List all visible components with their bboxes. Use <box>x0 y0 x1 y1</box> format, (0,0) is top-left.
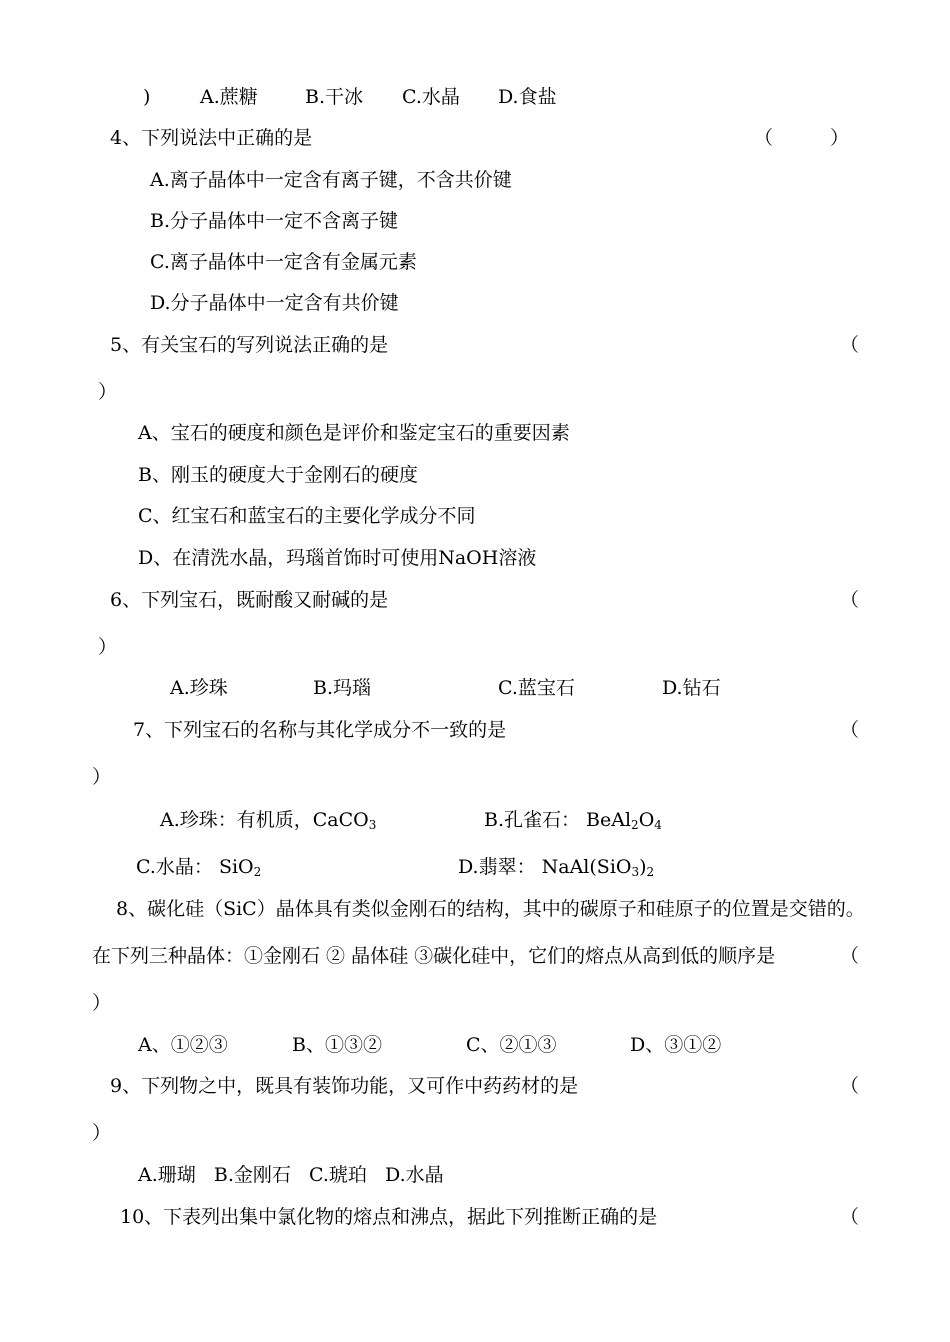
q7-paren-open: （ <box>840 719 860 741</box>
q6-option-b: B.玛瑙 <box>313 677 372 699</box>
q4-option-d: D.分子晶体中一定含有共价键 <box>150 292 399 314</box>
q8-stem-line1: 8、碳化硅（SiC）晶体具有类似金刚石的结构，其中的碳原子和硅原子的位置是交错的。 <box>116 898 865 920</box>
q9-stem: 9、下列物之中，既具有装饰功能，又可作中药药材的是 <box>110 1075 579 1097</box>
q5-option-a: A、宝石的硬度和颜色是评价和鉴定宝石的重要因素 <box>138 422 570 444</box>
q8-stem-line2: 在下列三种晶体：①金刚石 ② 晶体硅 ③碳化硅中，它们的熔点从高到低的顺序是 <box>92 945 776 967</box>
q6-option-a: A.珍珠 <box>170 677 228 699</box>
q3-option-d: D.食盐 <box>498 86 557 108</box>
q3-option-c: C.水晶 <box>402 86 460 108</box>
q7-paren-close: ） <box>92 766 112 788</box>
q6-stem: 6、下列宝石，既耐酸又耐碱的是 <box>110 589 389 611</box>
q8-option-c: C、②①③ <box>466 1034 557 1056</box>
q7-option-d: D.翡翠： $NaAl(SiO_3)_2$ <box>458 856 655 879</box>
q10-stem: 10、下表列出集中氯化物的熔点和沸点，据此下列推断正确的是 <box>120 1206 658 1228</box>
q4-option-a: A.离子晶体中一定含有离子键，不含共价键 <box>150 169 512 191</box>
q8-option-d: D、③①② <box>630 1034 722 1056</box>
q10-paren-open: （ <box>840 1206 860 1228</box>
q5-option-b: B、刚玉的硬度大于金刚石的硬度 <box>138 464 418 486</box>
q9-paren-close: ） <box>92 1122 112 1144</box>
q7-option-c: C.水晶： SiO$_2$ <box>136 856 262 879</box>
q7-stem: 7、下列宝石的名称与其化学成分不一致的是 <box>133 719 507 741</box>
q5-stem: 5、有关宝石的写列说法正确的是 <box>110 334 389 356</box>
q5-option-c: C、红宝石和蓝宝石的主要化学成分不同 <box>138 505 476 527</box>
q6-paren-close: ） <box>98 636 118 658</box>
q3-paren-close: ) <box>143 86 151 108</box>
q7-option-a: A.珍珠：有机质，CaCO$_3$ <box>160 809 377 832</box>
q8-paren-close: ） <box>92 992 112 1014</box>
q4-option-b: B.分子晶体中一定不含离子键 <box>150 210 399 232</box>
q5-paren-close: ） <box>98 381 118 403</box>
q3-option-b: B.干冰 <box>305 86 364 108</box>
q4-answer-paren: （ ） <box>754 127 850 149</box>
q9-options: A.珊瑚 B.金刚石 C.琥珀 D.水晶 <box>138 1164 444 1186</box>
q6-paren-open: （ <box>840 589 860 611</box>
q5-option-d: D、在清洗水晶，玛瑙首饰时可使用NaOH溶液 <box>138 547 537 569</box>
q4-option-c: C.离子晶体中一定含有金属元素 <box>150 251 417 273</box>
q3-option-a: A.蔗糖 <box>200 86 258 108</box>
q7-option-b: B.孔雀石： $BeAl_2O_4$ <box>484 809 662 832</box>
q4-stem: 4、下列说法中正确的是 <box>110 127 313 149</box>
q6-option-c: C.蓝宝石 <box>498 677 575 699</box>
q8-option-a: A、①②③ <box>138 1034 228 1056</box>
q8-paren-open: （ <box>840 945 860 967</box>
q9-paren-open: （ <box>840 1075 860 1097</box>
q8-option-b: B、①③② <box>292 1034 382 1056</box>
q6-option-d: D.钻石 <box>662 677 721 699</box>
q5-paren-open: （ <box>840 334 860 356</box>
